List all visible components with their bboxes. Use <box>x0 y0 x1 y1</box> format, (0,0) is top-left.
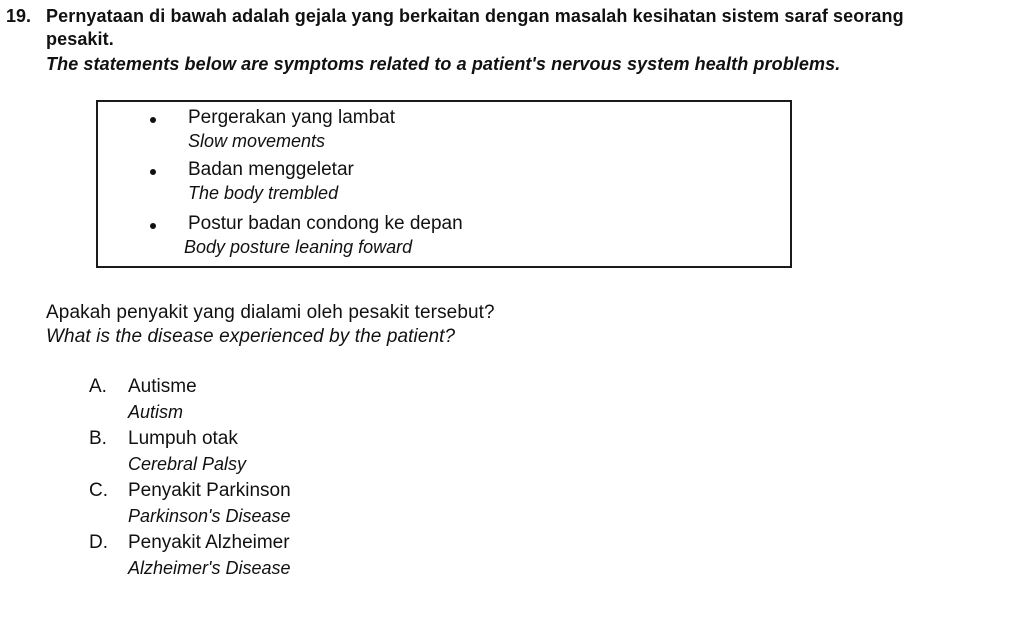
question-stem-malay-line2: pesakit. <box>46 29 114 49</box>
option-letter: C. <box>89 480 108 501</box>
question-stem-malay-line1: Pernyataan di bawah adalah gejala yang berkaitan dengan masalah kesihatan sistem saraf seorang <box>46 6 904 26</box>
bullet-icon <box>150 117 156 123</box>
option-english: Autism <box>128 402 184 422</box>
option-malay: Autisme <box>128 376 197 397</box>
symptom-box <box>96 100 792 268</box>
option-english: Parkinson's Disease <box>128 506 291 526</box>
symptom-malay: Postur badan condong ke depan <box>188 213 463 234</box>
option-malay: Penyakit Parkinson <box>128 480 291 501</box>
option-malay: Penyakit Alzheimer <box>128 532 290 553</box>
option-english: Alzheimer's Disease <box>128 558 291 578</box>
symptom-malay: Badan menggeletar <box>188 159 354 180</box>
option-letter: D. <box>89 532 108 553</box>
bullet-icon <box>150 169 156 175</box>
symptom-english: Slow movements <box>188 131 326 151</box>
question-prompt-malay: Apakah penyakit yang dialami oleh pesakit tersebut? <box>46 302 495 323</box>
bullet-icon <box>150 223 156 229</box>
option-letter: A. <box>89 376 107 397</box>
option-letter: B. <box>89 428 107 449</box>
symptom-english: The body trembled <box>188 183 339 203</box>
option-english: Cerebral Palsy <box>128 454 247 474</box>
option-malay: Lumpuh otak <box>128 428 238 449</box>
symptom-english: Body posture leaning foward <box>184 237 413 257</box>
question-number: 19. <box>6 6 32 26</box>
symptom-malay: Pergerakan yang lambat <box>188 107 396 128</box>
question-prompt-english: What is the disease experienced by the patient? <box>46 326 456 347</box>
question-stem-english: The statements below are symptoms related to a patient's nervous system health problems. <box>46 54 841 74</box>
